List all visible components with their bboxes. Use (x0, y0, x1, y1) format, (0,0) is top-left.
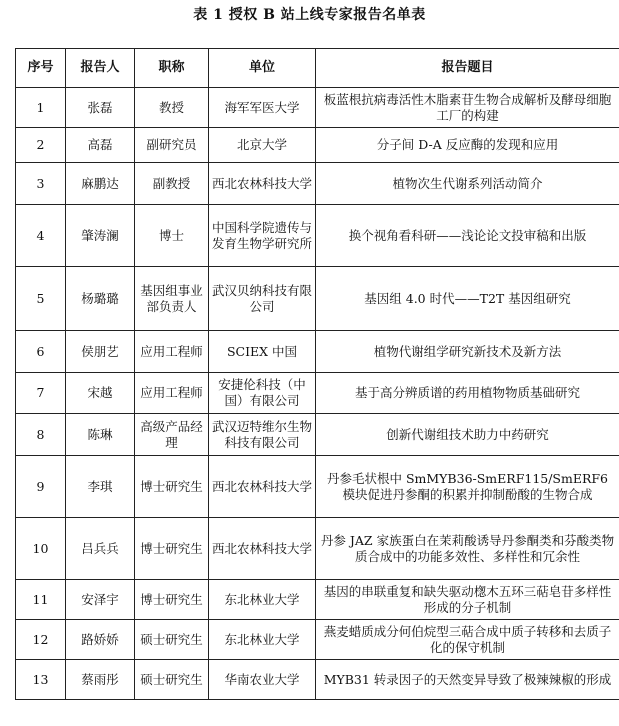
cell-topic: 换个视角看科研——浅论论文投审稿和出版 (316, 205, 619, 267)
cell-topic: MYB31 转录因子的天然变异导致了极辣辣椒的形成 (316, 660, 619, 700)
cell-affiliation: 西北农林科技大学 (209, 518, 316, 580)
cell-speaker: 杨璐璐 (66, 267, 135, 331)
header-affiliation: 单位 (209, 49, 316, 88)
cell-no: 12 (16, 620, 66, 660)
cell-no: 7 (16, 373, 66, 414)
cell-no: 2 (16, 128, 66, 163)
cell-affiliation: 东北林业大学 (209, 620, 316, 660)
cell-position: 博士研究生 (135, 580, 209, 620)
table-row (16, 414, 619, 456)
cell-position: 基因组事业部负责人 (135, 267, 209, 331)
cell-topic: 分子间 D-A 反应酶的发现和应用 (316, 128, 619, 163)
cell-position: 博士 (135, 205, 209, 267)
cell-speaker: 张磊 (66, 88, 135, 128)
table-row (16, 373, 619, 414)
cell-affiliation: 华南农业大学 (209, 660, 316, 700)
cell-topic: 基于高分辨质谱的药用植物物质基础研究 (316, 373, 619, 414)
table-row (16, 518, 619, 580)
cell-position: 应用工程师 (135, 331, 209, 373)
cell-speaker: 蔡雨彤 (66, 660, 135, 700)
cell-position: 博士研究生 (135, 518, 209, 580)
cell-topic: 创新代谢组技术助力中药研究 (316, 414, 619, 456)
header-speaker: 报告人 (66, 49, 135, 88)
table-row (16, 580, 619, 620)
cell-affiliation: SCIEX 中国 (209, 331, 316, 373)
cell-no: 8 (16, 414, 66, 456)
cell-affiliation: 武汉迈特维尔生物科技有限公司 (209, 414, 316, 456)
cell-speaker: 宋越 (66, 373, 135, 414)
cell-topic: 基因的串联重复和缺失驱动楤木五环三萜皂苷多样性形成的分子机制 (316, 580, 619, 620)
cell-no: 9 (16, 456, 66, 518)
cell-no: 1 (16, 88, 66, 128)
table-row (16, 456, 619, 518)
cell-affiliation: 东北林业大学 (209, 580, 316, 620)
cell-affiliation: 北京大学 (209, 128, 316, 163)
cell-position: 博士研究生 (135, 456, 209, 518)
cell-speaker: 路娇娇 (66, 620, 135, 660)
cell-speaker: 麻鹏达 (66, 163, 135, 205)
cell-position: 教授 (135, 88, 209, 128)
cell-topic: 燕麦蜡质成分何伯烷型三萜合成中质子转移和去质子化的保守机制 (316, 620, 619, 660)
table-row (16, 267, 619, 331)
cell-no: 10 (16, 518, 66, 580)
cell-topic: 板蓝根抗病毒活性木脂素苷生物合成解析及酵母细胞工厂的构建 (316, 88, 619, 128)
cell-topic: 基因组 4.0 时代——T2T 基因组研究 (316, 267, 619, 331)
table-caption: 表 1 授权 B 站上线专家报告名单表 (193, 7, 426, 23)
cell-speaker: 安泽宇 (66, 580, 135, 620)
table-row (16, 128, 619, 163)
cell-no: 5 (16, 267, 66, 331)
expert-report-table (15, 48, 619, 700)
cell-no: 11 (16, 580, 66, 620)
cell-affiliation: 中国科学院遗传与发育生物学研究所 (209, 205, 316, 267)
cell-affiliation: 海军军医大学 (209, 88, 316, 128)
cell-no: 4 (16, 205, 66, 267)
cell-affiliation: 西北农林科技大学 (209, 163, 316, 205)
cell-no: 3 (16, 163, 66, 205)
cell-topic: 植物代谢组学研究新技术及新方法 (316, 331, 619, 373)
cell-position: 副教授 (135, 163, 209, 205)
cell-position: 硕士研究生 (135, 620, 209, 660)
cell-affiliation: 西北农林科技大学 (209, 456, 316, 518)
table-row (16, 660, 619, 700)
cell-speaker: 陈琳 (66, 414, 135, 456)
cell-speaker: 高磊 (66, 128, 135, 163)
cell-position: 硕士研究生 (135, 660, 209, 700)
cell-speaker: 侯朋艺 (66, 331, 135, 373)
table-row (16, 620, 619, 660)
table-row (16, 331, 619, 373)
header-no: 序号 (16, 49, 66, 88)
cell-no: 13 (16, 660, 66, 700)
cell-speaker: 肇涛澜 (66, 205, 135, 267)
cell-topic: 丹参 JAZ 家族蛋白在茉莉酸诱导丹参酮类和芬酸类物质合成中的功能多效性、多样性和冗余性 (316, 518, 619, 580)
cell-speaker: 吕兵兵 (66, 518, 135, 580)
table-row (16, 88, 619, 128)
cell-position: 副研究员 (135, 128, 209, 163)
cell-topic: 丹参毛状根中 SmMYB36-SmERF115/SmERF6 模块促进丹参酮的积累并抑制酚酸的生物合成 (316, 456, 619, 518)
table-row (16, 163, 619, 205)
cell-affiliation: 安捷伦科技（中国）有限公司 (209, 373, 316, 414)
cell-position: 应用工程师 (135, 373, 209, 414)
cell-affiliation: 武汉贝纳科技有限公司 (209, 267, 316, 331)
table-row (16, 205, 619, 267)
cell-no: 6 (16, 331, 66, 373)
cell-position: 高级产品经理 (135, 414, 209, 456)
header-topic: 报告题目 (316, 49, 619, 88)
table-header-row (16, 49, 619, 88)
cell-speaker: 李琪 (66, 456, 135, 518)
header-position: 职称 (135, 49, 209, 88)
cell-topic: 植物次生代谢系列活动简介 (316, 163, 619, 205)
